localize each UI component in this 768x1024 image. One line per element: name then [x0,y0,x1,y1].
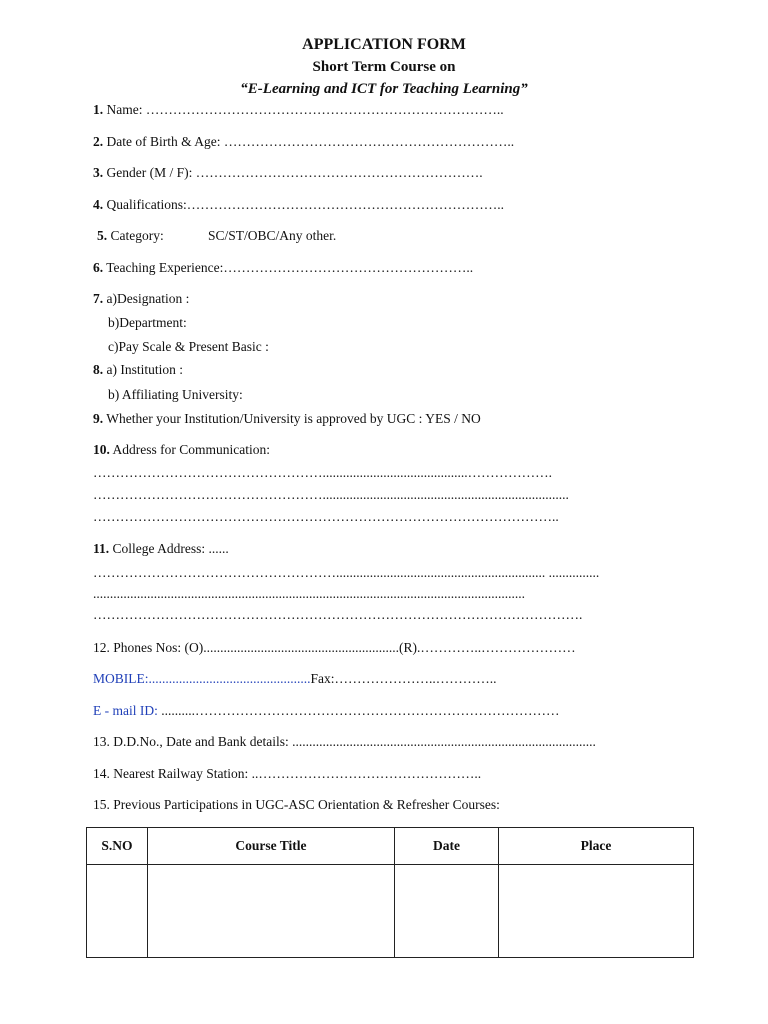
field-number: 11. [93,541,110,556]
field-number: 5. [97,228,108,243]
field-label: Gender (M / F): ………………………………………………………. [103,165,483,180]
field-label: Qualifications:…………………………………………………………….. [103,197,504,212]
address-line-1[interactable]: ……………………………………………...........................................………………. [93,465,552,480]
field-ugc-approval[interactable] [93,410,481,428]
field-railway-station[interactable]: 14. Nearest Railway Station: ..………………………………………….. [93,766,482,781]
field-label: Date of Birth & Age: ……………………………………………………….. [103,134,515,149]
field-designation[interactable] [93,290,189,308]
course-name: “E-Learning and ICT for Teaching Learning” [240,81,528,97]
field-number: 1. [93,102,104,117]
email-label: E - mail ID: [93,703,158,718]
mobile-label: MOBILE: [93,671,149,686]
field-number: 6. [93,260,104,275]
previous-courses-table [86,827,694,958]
field-label: a) Institution : [103,362,183,377]
college-address-line-3[interactable]: ………………………………………………………………………………………………. [93,607,583,622]
field-number: 7. [93,291,104,306]
field-previous-participations: 15. Previous Participations in UGC-ASC Orientation & Refresher Courses: [93,797,500,812]
field-dob-age[interactable] [93,133,514,151]
field-email[interactable] [93,702,559,720]
field-label: Address for Communication: [109,442,270,457]
fax-label: Fax:…………………..………….. [310,671,497,686]
field-number: 10. [93,442,110,457]
field-label: Teaching Experience:……………………………………………….. [103,260,474,275]
field-number: 8. [93,362,104,377]
field-phones[interactable]: 12. Phones Nos: (O)..........................................................(R).…………..………………… [93,640,576,655]
college-address-line-2[interactable]: ................................................................................................................................ [93,586,525,601]
field-teaching-experience[interactable] [93,259,473,277]
column-header-place: Place [499,828,694,865]
field-department[interactable]: b)Department: [108,315,187,330]
table-row [87,865,694,958]
address-line-3[interactable]: ………………………………………………………………………………………….. [93,509,559,524]
field-number: 2. [93,134,104,149]
form-title: APPLICATION FORM [302,36,466,53]
cell-sno[interactable] [87,865,148,958]
cell-date[interactable] [395,865,499,958]
college-address-line-1[interactable]: ……………………………………………….............................................................. ............... [93,565,600,580]
field-qualifications[interactable] [93,196,504,214]
field-label: Whether your Institution/University is approved by UGC : YES / NO [103,411,481,426]
field-label: Category: [107,228,164,243]
field-label: a)Designation : [103,291,190,306]
column-header-date: Date [395,828,499,865]
column-header-course-title: Course Title [148,828,395,865]
address-line-2[interactable]: ……………………………………………......................................................................... [93,487,569,502]
field-number: 3. [93,165,104,180]
cell-place[interactable] [499,865,694,958]
field-pay-scale[interactable]: c)Pay Scale & Present Basic : [108,339,269,354]
field-number: 4. [93,197,104,212]
field-affiliating-university[interactable]: b) Affiliating University: [108,387,243,402]
field-category[interactable] [97,227,337,245]
mobile-dots: ................................................ [148,671,311,686]
field-college-address[interactable] [93,540,229,558]
field-name[interactable] [93,101,504,119]
table-header-row [87,828,694,865]
column-header-sno: S.NO [87,828,148,865]
field-gender[interactable] [93,164,483,182]
category-options: SC/ST/OBC/Any other. [208,228,337,243]
email-dots: ..........……………………………………………………………………… [157,703,560,718]
field-label: College Address: ...... [109,541,229,556]
form-header [0,34,768,100]
form-subtitle: Short Term Course on [312,59,456,75]
field-mobile-fax[interactable] [93,670,497,688]
field-address-communication [93,441,270,459]
cell-course-title[interactable] [148,865,395,958]
field-label: Name: …………………………………………………………………….. [103,102,504,117]
field-number: 9. [93,411,104,426]
field-dd-bank-details[interactable]: 13. D.D.No., Date and Bank details: .......................................................................................... [93,734,596,749]
field-institution[interactable] [93,361,183,379]
